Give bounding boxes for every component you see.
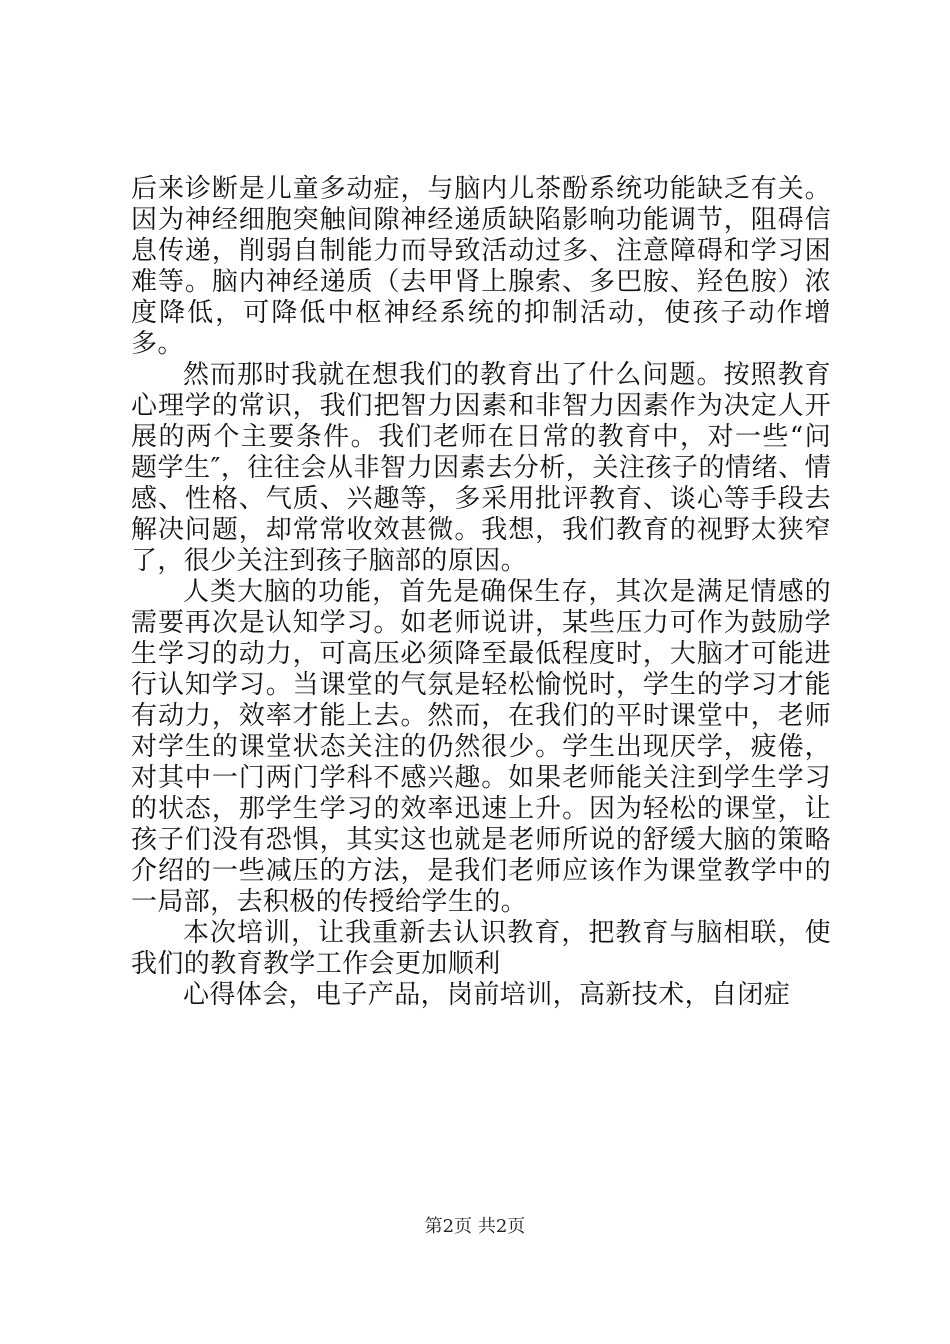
page-footer: 第2页 共2页 <box>424 1216 526 1237</box>
document-body <box>131 174 831 1011</box>
paragraph-education-problem: 然而那时我就在想我们的教育出了什么问题。按照教育心理学的常识，我们把智力因素和非智力因素作为决定人开展的两个主要条件。我们老师在日常的教育中，对一些“问题学生″，往往会从非智力因素去分析，关注孩子的情绪、情感、性格、气质、兴趣等，多采用批评教育、谈心等手段去解决问题，却常常收效甚微。我想，我们教育的视野太狭窄了，很少关注到孩子脑部的原因。 <box>131 360 831 576</box>
paragraph-diagnosis: 后来诊断是儿童多动症，与脑内儿茶酚系统功能缺乏有关。因为神经细胞突触间隙神经递质缺陷影响功能调节，阻碍信息传递，削弱自制能力而导致活动过多、注意障碍和学习困难等。脑内神经递质（去甲肾上腺索、多巴胺、羟色胺）浓度降低，可降低中枢神经系统的抑制活动，使孩子动作增多。 <box>131 174 831 359</box>
paragraph-keywords: 心得体会，电子产品，岗前培训，高新技术，自闭症 <box>183 980 791 1010</box>
paragraph-training-conclusion: 本次培训，让我重新去认识教育，把教育与脑相联，使我们的教育教学工作会更加顺利 <box>131 918 831 979</box>
paragraph-brain-function: 人类大脑的功能，首先是确保生存，其次是满足情感的需要再次是认知学习。如老师说讲，某些压力可作为鼓励学生学习的动力，可高压必须降至最低程度时，大脑才可能进行认知学习。当课堂的气氛是轻松愉悦时，学生的学习才能有动力，效率才能上去。然而，在我们的平时课堂中，老师对学生的课堂状态关注的仍然很少。学生出现厌学，疲倦，对其中一门两门学科不感兴趣。如果老师能关注到学生学习的状态，那学生学习的效率迅速上升。因为轻松的课堂，让孩子们没有恐惧，其实这也就是老师所说的舒缓大脑的策略介绍的一些减压的方法，是我们老师应该作为课堂教学中的一局部，去积极的传授给学生的。 <box>131 577 831 917</box>
